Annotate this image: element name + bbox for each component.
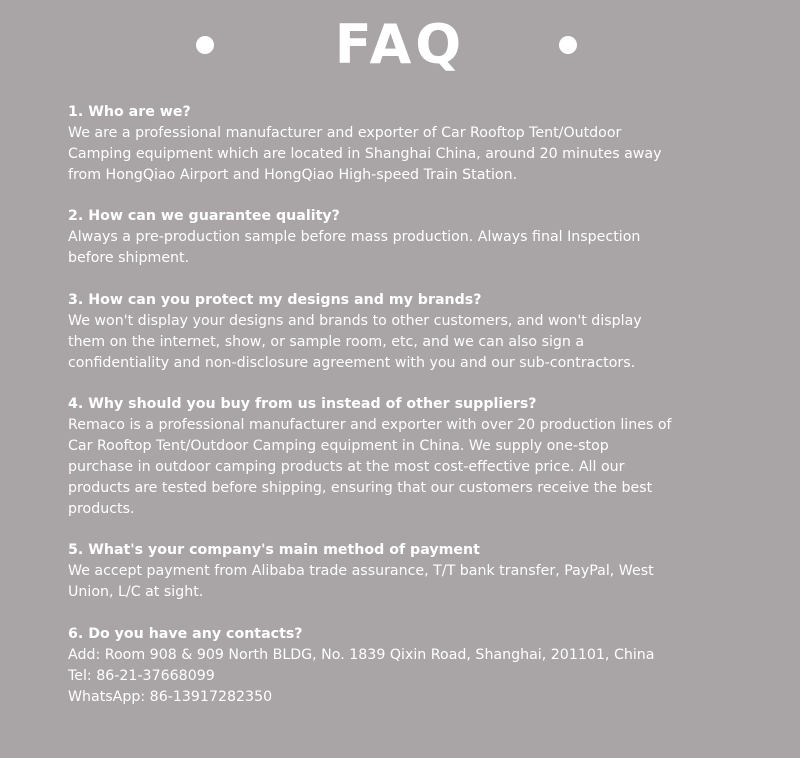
faq-answer-line: from HongQiao Airport and HongQiao High-speed Train Station. — [68, 166, 518, 183]
faq-question: 4. Why should you buy from us instead of other suppliers? — [68, 396, 537, 413]
faq-question: 1. Who are we? — [68, 104, 191, 120]
faq-question: 2. How can we guarantee quality? — [68, 208, 340, 225]
faq-answer-line: products are tested before shipping, ensuring that our customers receive the best — [68, 479, 653, 496]
faq-answer-line: We accept payment from Alibaba trade assurance, T/T bank transfer, PayPal, West — [68, 563, 654, 580]
contact-whatsapp: WhatsApp: 86-13917282350 — [68, 688, 273, 705]
faq-item-2 — [68, 206, 748, 269]
faq-answer-line: them on the internet, show, or sample room, etc, and we can also sign a — [68, 333, 585, 350]
faq-answer-line: purchase in outdoor camping products at the most cost-effective price. All our — [68, 458, 625, 475]
faq-question: 6. Do you have any contacts? — [68, 625, 303, 642]
contact-tel: Tel: 86-21-37668099 — [68, 667, 215, 684]
contact-address: Add: Room 908 & 909 North BLDG, No. 1839 Qixin Road, Shanghai, 201101, China — [68, 646, 655, 663]
faq-list — [68, 102, 748, 728]
faq-answer-line: We are a professional manufacturer and exporter of Car Rooftop Tent/Outdoor — [68, 125, 622, 141]
faq-item-1 — [68, 102, 748, 185]
faq-answer-line: confidentiality and non-disclosure agreement with you and our sub-contractors. — [68, 354, 636, 371]
faq-item-4 — [68, 394, 748, 519]
faq-question: 3. How can you protect my designs and my brands? — [68, 291, 482, 308]
faq-answer-line: We won't display your designs and brands to other customers, and won't display — [68, 312, 642, 329]
faq-answer-line: Car Rooftop Tent/Outdoor Camping equipment in China. We supply one-stop — [68, 438, 609, 455]
faq-answer-line: before shipment. — [68, 250, 190, 267]
faq-answer-line: Always a pre-production sample before mass production. Always final Inspection — [68, 229, 641, 246]
faq-header — [0, 0, 800, 90]
faq-answer-line: Remaco is a professional manufacturer and exporter with over 20 production lines of — [68, 417, 672, 434]
page-title: FAQ — [334, 13, 466, 76]
faq-item-6 — [68, 624, 748, 707]
faq-question: 5. What's your company's main method of payment — [68, 542, 480, 559]
faq-answer-line: Union, L/C at sight. — [68, 584, 204, 601]
faq-answer-line: products. — [68, 500, 135, 517]
bullet-dot-right — [559, 36, 577, 54]
faq-item-3 — [68, 290, 748, 373]
faq-answer-line: Camping equipment which are located in Shanghai China, around 20 minutes away — [68, 145, 662, 162]
faq-item-5 — [68, 540, 748, 603]
